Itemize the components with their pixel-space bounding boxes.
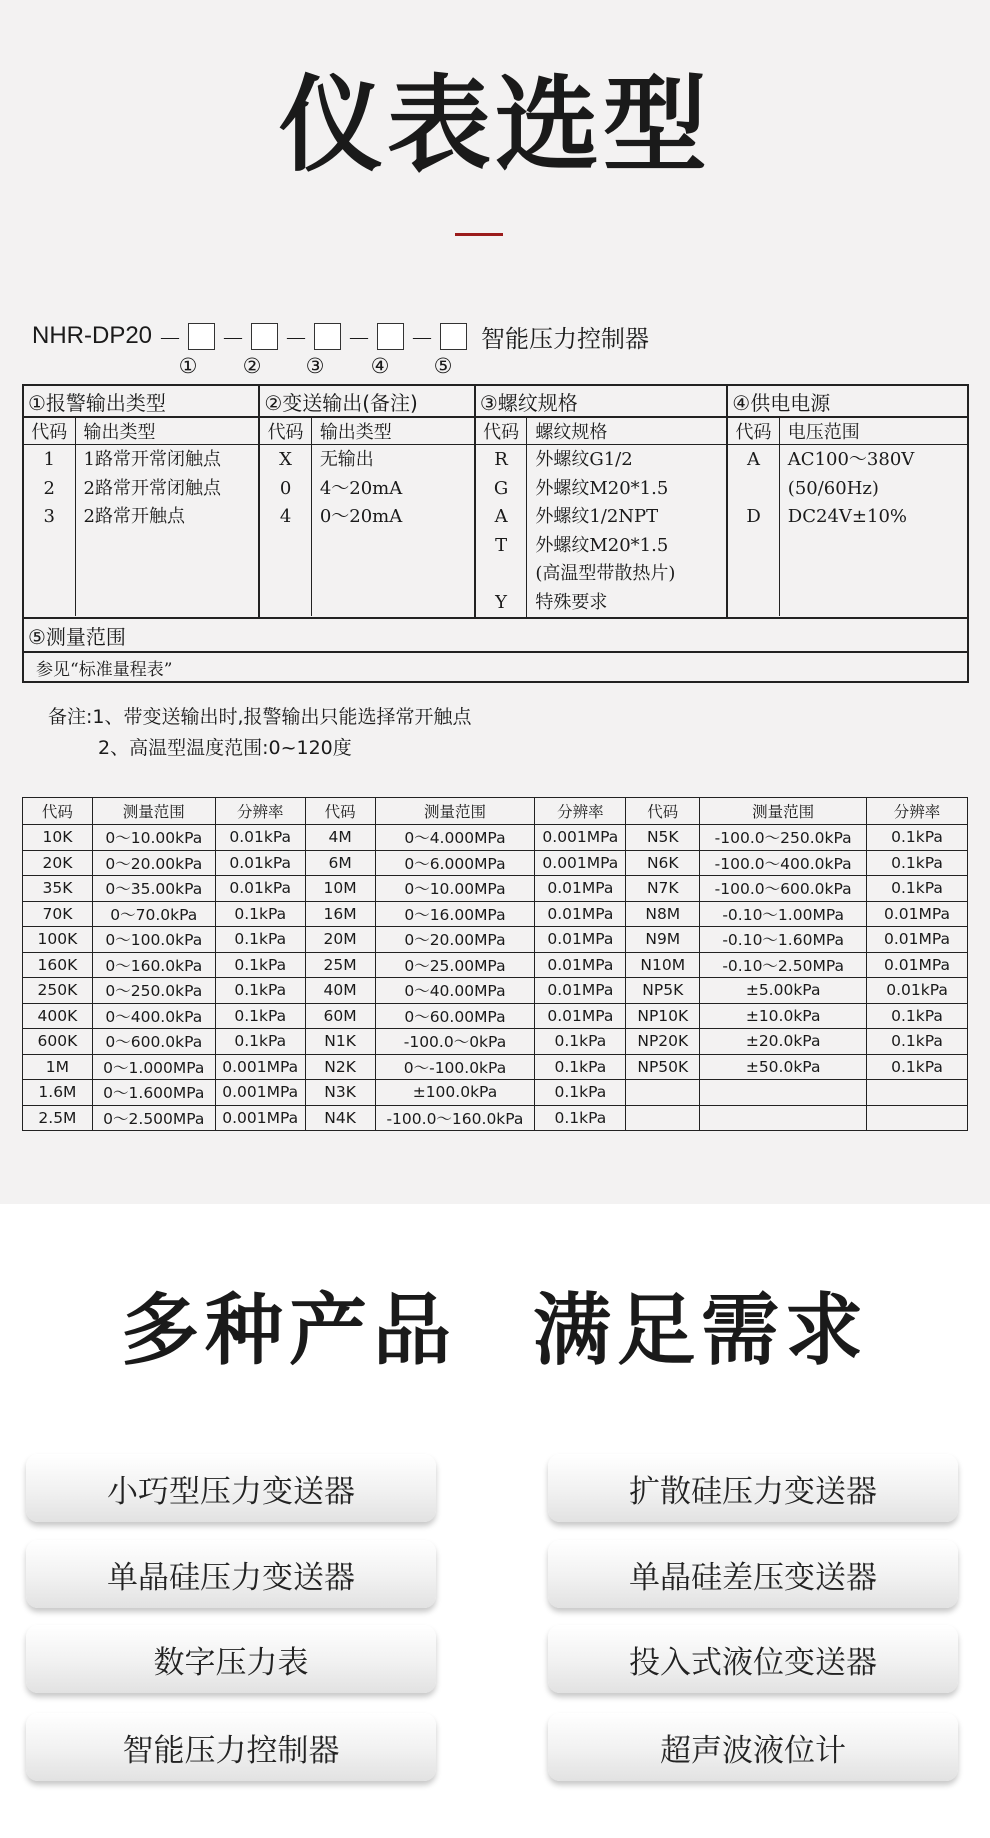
range-table-cell: 0～-100.0kPa bbox=[375, 1054, 535, 1080]
group-alarm bbox=[23, 417, 259, 618]
note-line-1: 备注:1、带变送输出时,报警输出只能选择常开触点 bbox=[48, 706, 472, 728]
product-button[interactable]: 投入式液位变送器 bbox=[548, 1625, 958, 1693]
range-table-cell: 0～4.000MPa bbox=[375, 825, 535, 851]
range-table-cell: 20M bbox=[305, 927, 375, 953]
marker-3: ③ bbox=[305, 354, 325, 378]
option-box-4 bbox=[377, 323, 404, 350]
range-reference: 参见“标准量程表” bbox=[23, 652, 968, 682]
range-table-row bbox=[23, 876, 968, 902]
range-table-row bbox=[23, 952, 968, 978]
range-table-cell bbox=[700, 1080, 867, 1106]
range-table-cell: N1K bbox=[305, 1029, 375, 1055]
range-table-cell: N3K bbox=[305, 1080, 375, 1106]
range-table-cell bbox=[700, 1105, 867, 1131]
range-table-cell: 0～20.00MPa bbox=[375, 927, 535, 953]
range-table-cell: 400K bbox=[23, 1003, 93, 1029]
range-table-cell: 0～400.0kPa bbox=[92, 1003, 215, 1029]
range-table-cell: NP20K bbox=[626, 1029, 700, 1055]
range-table-cell: N6K bbox=[626, 850, 700, 876]
range-table-cell bbox=[867, 1105, 968, 1131]
range-table-cell: 0～100.0kPa bbox=[92, 927, 215, 953]
range-table-cell: 0～20.00kPa bbox=[92, 850, 215, 876]
range-table-cell: N2K bbox=[305, 1054, 375, 1080]
range-table-cell: 0.1kPa bbox=[535, 1080, 626, 1106]
range-header-cell: 分辨率 bbox=[215, 798, 305, 825]
range-table-row bbox=[23, 1105, 968, 1131]
range-table-cell: 0.1kPa bbox=[867, 1003, 968, 1029]
range-table-cell bbox=[626, 1080, 700, 1106]
group-title-range: ⑤测量范围 bbox=[23, 618, 968, 652]
notes bbox=[48, 702, 472, 764]
range-table-cell: 0～16.00MPa bbox=[375, 901, 535, 927]
range-table-cell: 0～160.0kPa bbox=[92, 952, 215, 978]
range-table-cell: 16M bbox=[305, 901, 375, 927]
range-table-cell: 70K bbox=[23, 901, 93, 927]
range-table-cell: 0.01MPa bbox=[535, 1003, 626, 1029]
range-table-cell: 0.1kPa bbox=[867, 1029, 968, 1055]
range-table-cell: 0～10.00MPa bbox=[375, 876, 535, 902]
range-table-cell: 0.1kPa bbox=[867, 876, 968, 902]
range-table-cell: ±20.0kPa bbox=[700, 1029, 867, 1055]
spec-table bbox=[22, 384, 969, 683]
section-title: 仪表选型 bbox=[278, 64, 711, 186]
range-header-cell: 测量范围 bbox=[700, 798, 867, 825]
group-thread bbox=[475, 417, 727, 618]
range-table-row bbox=[23, 1029, 968, 1055]
marker-5: ⑤ bbox=[433, 354, 453, 378]
col-header-code: 代码 bbox=[24, 418, 75, 445]
marker-2: ② bbox=[242, 354, 262, 378]
range-table-cell: 1M bbox=[23, 1054, 93, 1080]
range-table-cell: 0～60.00MPa bbox=[375, 1003, 535, 1029]
option-codes: A D bbox=[728, 445, 779, 617]
model-dash: － bbox=[158, 324, 183, 353]
range-table-row bbox=[23, 927, 968, 953]
range-header-cell: 测量范围 bbox=[375, 798, 535, 825]
range-table-cell: 20K bbox=[23, 850, 93, 876]
range-header-cell: 代码 bbox=[626, 798, 700, 825]
product-button[interactable]: 小巧型压力变送器 bbox=[26, 1454, 436, 1522]
model-dash: － bbox=[221, 324, 246, 353]
range-table-cell: NP50K bbox=[626, 1054, 700, 1080]
note-line-2: 2、高温型温度范围:0~120度 bbox=[98, 737, 352, 759]
range-table-cell: 0.1kPa bbox=[867, 825, 968, 851]
range-header-cell: 分辨率 bbox=[867, 798, 968, 825]
range-table-cell bbox=[626, 1105, 700, 1131]
range-table-row bbox=[23, 1080, 968, 1106]
group-title-alarm: ①报警输出类型 bbox=[23, 385, 259, 417]
range-table-cell: 0～1.000MPa bbox=[92, 1054, 215, 1080]
range-table-row bbox=[23, 1054, 968, 1080]
range-table-cell: 25M bbox=[305, 952, 375, 978]
group-title-thread: ③螺纹规格 bbox=[475, 385, 727, 417]
range-table-cell: 0.01kPa bbox=[215, 850, 305, 876]
range-table-cell: 0.001MPa bbox=[535, 825, 626, 851]
product-button[interactable]: 数字压力表 bbox=[26, 1625, 436, 1693]
range-table-cell: 0.01kPa bbox=[867, 978, 968, 1004]
title-divider bbox=[455, 233, 503, 236]
product-button[interactable]: 智能压力控制器 bbox=[26, 1713, 436, 1781]
model-dash: － bbox=[410, 324, 435, 353]
range-table-cell: 250K bbox=[23, 978, 93, 1004]
col-header-desc: 电压范围 bbox=[779, 418, 967, 445]
col-header-desc: 输出类型 bbox=[311, 418, 474, 445]
model-dash: － bbox=[347, 324, 372, 353]
range-table-row bbox=[23, 1003, 968, 1029]
option-codes: R G A T Y bbox=[476, 445, 527, 618]
range-table-cell: 0.1kPa bbox=[215, 1003, 305, 1029]
range-table-cell: 4M bbox=[305, 825, 375, 851]
range-table-cell: 0.01MPa bbox=[535, 927, 626, 953]
range-table-cell: 0.1kPa bbox=[535, 1105, 626, 1131]
range-table-cell: 0.01MPa bbox=[867, 901, 968, 927]
product-button[interactable]: 单晶硅差压变送器 bbox=[548, 1540, 958, 1608]
option-descriptions: 无输出 4～20mA 0～20mA bbox=[319, 449, 403, 527]
range-table-cell: 0.01kPa bbox=[215, 825, 305, 851]
range-table-cell: 160K bbox=[23, 952, 93, 978]
range-table-cell: -100.0～0kPa bbox=[375, 1029, 535, 1055]
range-table-cell: 0.01MPa bbox=[535, 901, 626, 927]
option-codes: X 0 4 bbox=[260, 445, 311, 617]
group-title-power: ④供电电源 bbox=[727, 385, 968, 417]
option-box-3 bbox=[314, 323, 341, 350]
range-table-cell: -100.0～400.0kPa bbox=[700, 850, 867, 876]
range-table-cell: 0.1kPa bbox=[215, 927, 305, 953]
range-table-cell: 600K bbox=[23, 1029, 93, 1055]
col-header-code: 代码 bbox=[476, 418, 527, 445]
model-code-line bbox=[32, 318, 649, 354]
range-table-cell: N5K bbox=[626, 825, 700, 851]
range-table-cell: 35K bbox=[23, 876, 93, 902]
range-table-cell: 0.01MPa bbox=[535, 876, 626, 902]
group-title-transmit: ②变送输出(备注) bbox=[259, 385, 475, 417]
option-box-5 bbox=[440, 323, 467, 350]
marker-4: ④ bbox=[370, 354, 390, 378]
model-prefix: NHR-DP20 bbox=[32, 322, 153, 349]
range-table-cell: 0～40.00MPa bbox=[375, 978, 535, 1004]
range-table-cell: 40M bbox=[305, 978, 375, 1004]
range-table-row bbox=[23, 850, 968, 876]
range-table-cell: ±10.0kPa bbox=[700, 1003, 867, 1029]
option-codes: 1 2 3 bbox=[24, 445, 75, 617]
range-table-cell: 0.01MPa bbox=[535, 978, 626, 1004]
range-table-cell: 0.001MPa bbox=[535, 850, 626, 876]
range-table-cell: ±5.00kPa bbox=[700, 978, 867, 1004]
col-header-code: 代码 bbox=[260, 418, 311, 445]
range-table-cell: 0.001MPa bbox=[215, 1080, 305, 1106]
product-button[interactable]: 扩散硅压力变送器 bbox=[548, 1454, 958, 1522]
range-table-row bbox=[23, 825, 968, 851]
range-table-header bbox=[23, 798, 968, 825]
option-descriptions: AC100～380V (50/60Hz) DC24V±10% bbox=[787, 449, 915, 527]
range-table-cell: 0.1kPa bbox=[535, 1029, 626, 1055]
range-table-cell: 6M bbox=[305, 850, 375, 876]
range-table-row bbox=[23, 978, 968, 1004]
marker-1: ① bbox=[178, 354, 198, 378]
range-table-cell: 0～35.00kPa bbox=[92, 876, 215, 902]
range-table-row bbox=[23, 901, 968, 927]
range-table-cell: -100.0～600.0kPa bbox=[700, 876, 867, 902]
option-box-1 bbox=[188, 323, 215, 350]
range-table-cell: 0.01MPa bbox=[535, 952, 626, 978]
range-header-cell: 代码 bbox=[305, 798, 375, 825]
range-table-cell: -100.0～250.0kPa bbox=[700, 825, 867, 851]
option-descriptions: 外螺纹G1/2 外螺纹M20*1.5 外螺纹1/2NPT 外螺纹M20*1.5 (高温型带散热片) 特殊要求 bbox=[535, 449, 676, 613]
range-table-cell: 60M bbox=[305, 1003, 375, 1029]
range-table-cell: 0.01kPa bbox=[215, 876, 305, 902]
range-table-cell: 0.1kPa bbox=[215, 952, 305, 978]
model-suffix: 智能压力控制器 bbox=[481, 324, 650, 353]
range-table-cell: 0～6.000MPa bbox=[375, 850, 535, 876]
range-table-cell: -0.10～2.50MPa bbox=[700, 952, 867, 978]
option-descriptions: 1路常开常闭触点 2路常开常闭触点 2路常开触点 bbox=[83, 449, 221, 527]
range-header-cell: 测量范围 bbox=[92, 798, 215, 825]
range-table-cell: 0～2.500MPa bbox=[92, 1105, 215, 1131]
col-header-desc: 螺纹规格 bbox=[527, 418, 726, 445]
range-table-cell bbox=[867, 1080, 968, 1106]
range-table-cell: N8M bbox=[626, 901, 700, 927]
range-table-cell: 0～250.0kPa bbox=[92, 978, 215, 1004]
range-table-cell: N10M bbox=[626, 952, 700, 978]
products-title bbox=[0, 1268, 990, 1380]
range-table-cell: 0～25.00MPa bbox=[375, 952, 535, 978]
range-table-cell: NP10K bbox=[626, 1003, 700, 1029]
range-table-cell: 0～600.0kPa bbox=[92, 1029, 215, 1055]
range-table-cell: ±50.0kPa bbox=[700, 1054, 867, 1080]
range-table-cell: 0.1kPa bbox=[867, 1054, 968, 1080]
range-table bbox=[22, 797, 968, 1131]
range-table-cell: N9M bbox=[626, 927, 700, 953]
col-header-code: 代码 bbox=[728, 418, 779, 445]
range-table-cell: 0.1kPa bbox=[215, 901, 305, 927]
range-table-cell: 0.01MPa bbox=[867, 927, 968, 953]
range-table-cell: 0.1kPa bbox=[867, 850, 968, 876]
range-table-cell: 0.1kPa bbox=[215, 1029, 305, 1055]
range-header-cell: 代码 bbox=[23, 798, 93, 825]
range-table-cell: NP5K bbox=[626, 978, 700, 1004]
range-table-cell: 0.001MPa bbox=[215, 1105, 305, 1131]
model-dash: － bbox=[284, 324, 309, 353]
range-table-cell: -100.0～160.0kPa bbox=[375, 1105, 535, 1131]
range-table-cell: 0～1.600MPa bbox=[92, 1080, 215, 1106]
range-table-cell: -0.10～1.60MPa bbox=[700, 927, 867, 953]
range-table-cell: ±100.0kPa bbox=[375, 1080, 535, 1106]
product-button[interactable]: 超声波液位计 bbox=[548, 1713, 958, 1781]
range-table-cell: 0.01MPa bbox=[867, 952, 968, 978]
range-table-cell: 100K bbox=[23, 927, 93, 953]
range-table-cell: 0.001MPa bbox=[215, 1054, 305, 1080]
col-header-desc: 输出类型 bbox=[75, 418, 258, 445]
product-button[interactable]: 单晶硅压力变送器 bbox=[26, 1540, 436, 1608]
range-table-cell: 0～10.00kPa bbox=[92, 825, 215, 851]
range-table-cell: 0.1kPa bbox=[535, 1054, 626, 1080]
range-table-cell: 1.6M bbox=[23, 1080, 93, 1106]
range-table-cell: N4K bbox=[305, 1105, 375, 1131]
products-title-left: 多种产品 bbox=[120, 1286, 457, 1376]
range-table-cell: 10K bbox=[23, 825, 93, 851]
range-table-cell: 0～70.0kPa bbox=[92, 901, 215, 927]
option-box-2 bbox=[251, 323, 278, 350]
range-table-cell: 0.1kPa bbox=[215, 978, 305, 1004]
products-title-right: 满足需求 bbox=[533, 1286, 870, 1376]
group-power bbox=[727, 417, 968, 618]
range-table-cell: N7K bbox=[626, 876, 700, 902]
range-table-cell: -0.10～1.00MPa bbox=[700, 901, 867, 927]
range-header-cell: 分辨率 bbox=[535, 798, 626, 825]
group-transmit bbox=[259, 417, 475, 618]
range-table-cell: 2.5M bbox=[23, 1105, 93, 1131]
range-table-cell: 10M bbox=[305, 876, 375, 902]
